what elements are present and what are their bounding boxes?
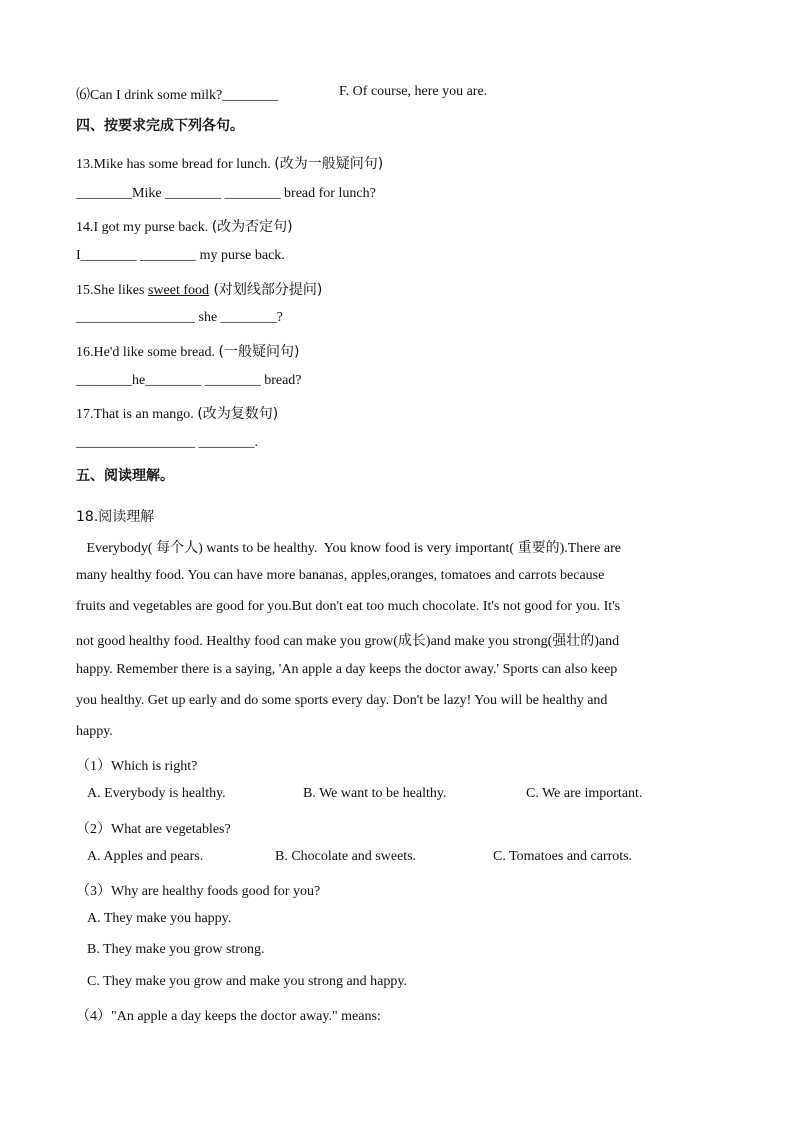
option-1c[interactable]: C. We are important. — [526, 786, 643, 801]
q13-answer-blank[interactable]: ________Mike ________ ________ bread for lunch? — [76, 186, 376, 201]
option-2b[interactable]: B. Chocolate and sweets. — [275, 849, 417, 864]
q16-text: 16.He'd like some bread. (一般疑问句) — [76, 344, 300, 360]
q17-answer-blank[interactable]: _________________ ________. — [76, 435, 258, 450]
passage-line: you healthy. Get up early and do some sports every day. Don't be lazy! You will be healthy and — [76, 693, 608, 708]
option-2c[interactable]: C. Tomatoes and carrots. — [493, 849, 633, 864]
option-1b[interactable]: B. We want to be healthy. — [303, 786, 447, 801]
q15-text: 15.She likes sweet food (对划线部分提问) — [76, 282, 323, 298]
passage-line: happy. Remember there is a saying, 'An apple a day keeps the doctor away.' Sports can also keep — [76, 662, 618, 677]
match-question: ⑹Can I drink some milk?________ — [76, 88, 279, 103]
passage-line: many healthy food. You can have more bananas, apples,oranges, tomatoes and carrots because — [76, 568, 605, 583]
q14-answer-blank[interactable]: I________ ________ my purse back. — [76, 248, 285, 263]
passage-line: happy. — [76, 724, 113, 739]
passage-line: fruits and vegetables are good for you.But don't eat too much chocolate. It's not good for you. It's — [76, 599, 621, 614]
option-2a[interactable]: A. Apples and pears. — [87, 849, 204, 864]
question-3: （3）Why are healthy foods good for you? — [76, 884, 321, 899]
q14-text: 14.I got my purse back. (改为否定句) — [76, 219, 293, 235]
q16-answer-blank[interactable]: ________he________ ________ bread? — [76, 373, 302, 388]
option-1a[interactable]: A. Everybody is healthy. — [87, 786, 226, 801]
passage-line: not good healthy food. Healthy food can make you grow(成长)and make you strong(强壮的)and — [76, 634, 620, 649]
underlined-phrase: sweet food — [147, 283, 209, 298]
question-4: （4）"An apple a day keeps the doctor away." means: — [76, 1009, 381, 1024]
q13-text: 13.Mike has some bread for lunch. (改为一般疑问句) — [76, 156, 384, 172]
passage-line: Everybody( 每个人) wants to be healthy. You know food is very important( 重要的).There are — [76, 541, 621, 556]
q15-answer-blank[interactable]: _________________ she ________? — [76, 310, 283, 325]
section5-title: 五、阅读理解。 — [76, 468, 174, 484]
option-3a[interactable]: A. They make you happy. — [87, 911, 232, 926]
question-1: （1）Which is right? — [76, 759, 198, 774]
option-3b[interactable]: B. They make you grow strong. — [87, 942, 265, 957]
option-3c[interactable]: C. They make you grow and make you strong and happy. — [87, 974, 407, 989]
q18-label: 18.阅读理解 — [76, 509, 155, 525]
q17-text: 17.That is an mango. (改为复数句) — [76, 406, 279, 422]
section4-title: 四、按要求完成下列各句。 — [76, 118, 244, 134]
question-2: （2）What are vegetables? — [76, 822, 231, 837]
match-answer: F. Of course, here you are. — [339, 84, 488, 99]
